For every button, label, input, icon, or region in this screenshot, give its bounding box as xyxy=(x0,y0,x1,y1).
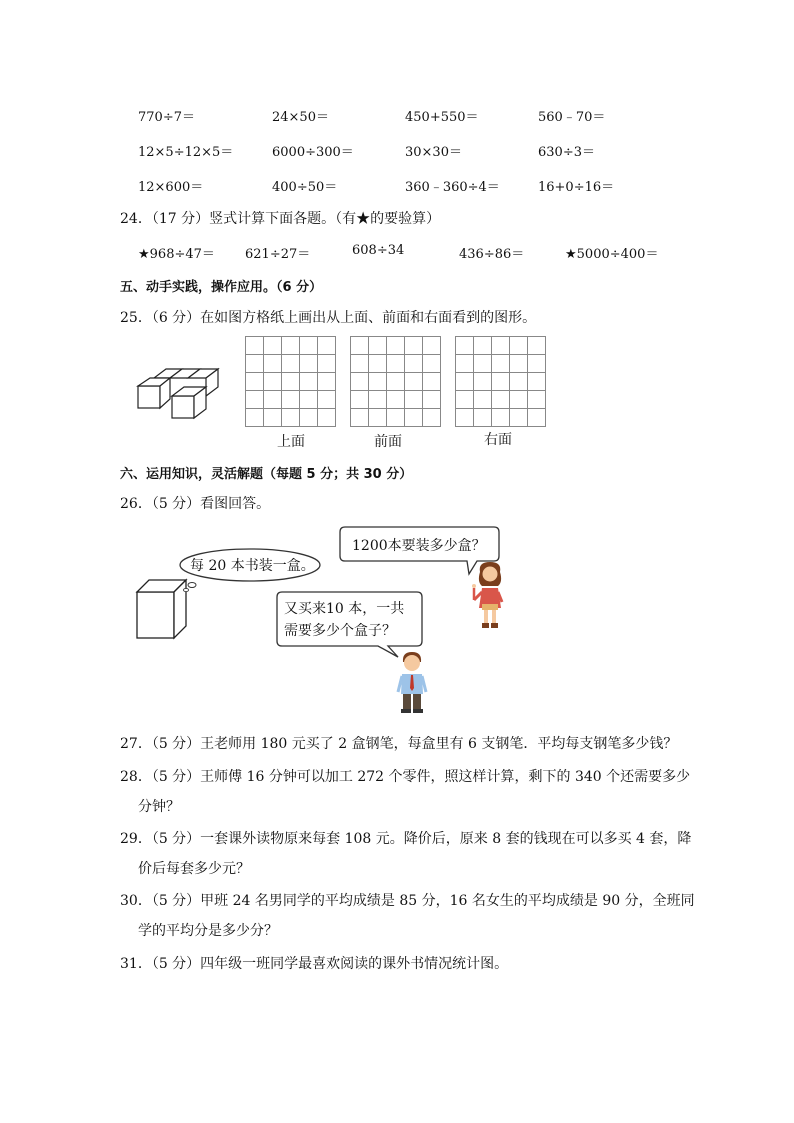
question-30-line1: 30．（5 分）甲班 24 名男同学的平均成绩是 85 分，16 名女生的平均成绩是 90 分，全班同 xyxy=(120,893,695,909)
question-29-line1: 29．（5 分）一套课外读物原来每套 108 元。降价后，原来 8 套的钱现在可以多买 4 套，降 xyxy=(120,831,692,847)
calc-item: 16+0÷16＝ xyxy=(538,180,615,195)
section-heading: 六、运用知识，灵活解题（每题 5 分；共 30 分） xyxy=(120,467,413,482)
question-27: 27．（5 分）王老师用 180 元买了 2 盒钢笔，每盒里有 6 支钢笔．平均每支钢笔多少钱？ xyxy=(120,736,678,752)
calc-item: 12×5÷12×5＝ xyxy=(138,145,234,160)
written-calc-item: 436÷86＝ xyxy=(459,247,525,262)
written-calc-item: ★5000÷400＝ xyxy=(565,247,659,262)
question-29-line2: 价后每套多少元？ xyxy=(138,861,250,877)
calc-item: 560﹣70＝ xyxy=(538,110,606,125)
cube-figure-icon xyxy=(136,366,231,421)
calc-item: 450+550＝ xyxy=(405,110,479,125)
girl-figure-icon xyxy=(470,560,510,632)
section-heading: 五、动手实践，操作应用。（6 分） xyxy=(120,280,323,295)
bubble-boy-text-line2: 需要多少个盒子？ xyxy=(284,623,396,639)
written-calc-item: ★968÷47＝ xyxy=(138,247,215,262)
question-28-line2: 分钟？ xyxy=(138,799,180,815)
question-25-stem: 25．（6 分）在如图方格纸上画出从上面、前面和右面看到的图形。 xyxy=(120,310,537,326)
bubble-boy-text-line1: 又买来10 本，一共 xyxy=(284,601,405,617)
question-31: 31．（5 分）四年级一班同学最喜欢阅读的课外书情况统计图。 xyxy=(120,956,509,972)
question-26-stem: 26．（5 分）看图回答。 xyxy=(120,496,271,512)
calc-item: 12×600＝ xyxy=(138,180,204,195)
question-24-stem: 24．（17 分）竖式计算下面各题。（有★的要验算） xyxy=(120,211,441,227)
grid-right-view[interactable] xyxy=(455,336,546,427)
written-calc-item: 608÷34 xyxy=(352,243,405,258)
question-28-line1: 28．（5 分）王师傅 16 分钟可以加工 272 个零件，照这样计算，剩下的 340 个还需要多少 xyxy=(120,769,691,785)
calc-item: 400÷50＝ xyxy=(272,180,338,195)
grid-top-view[interactable] xyxy=(245,336,336,427)
calc-item: 770÷7＝ xyxy=(138,110,195,125)
grid-label-front: 前面 xyxy=(374,434,402,450)
grid-label-top: 上面 xyxy=(277,434,305,450)
calc-item: 24×50＝ xyxy=(272,110,329,125)
written-calc-item: 621÷27＝ xyxy=(245,247,311,262)
grid-label-right: 右面 xyxy=(484,432,512,448)
calc-item: 6000÷300＝ xyxy=(272,145,354,160)
calc-item: 630÷3＝ xyxy=(538,145,595,160)
grid-front-view[interactable] xyxy=(350,336,441,427)
bubble-girl-text: 1200本要装多少盒？ xyxy=(352,538,486,554)
calc-item: 360﹣360÷4＝ xyxy=(405,180,500,195)
bubble-box-text: 每 20 本书装一盒。 xyxy=(190,558,315,574)
question-30-line2: 学的平均分是多少分？ xyxy=(138,923,278,939)
boy-figure-icon xyxy=(394,650,430,716)
calc-item: 30×30＝ xyxy=(405,145,462,160)
